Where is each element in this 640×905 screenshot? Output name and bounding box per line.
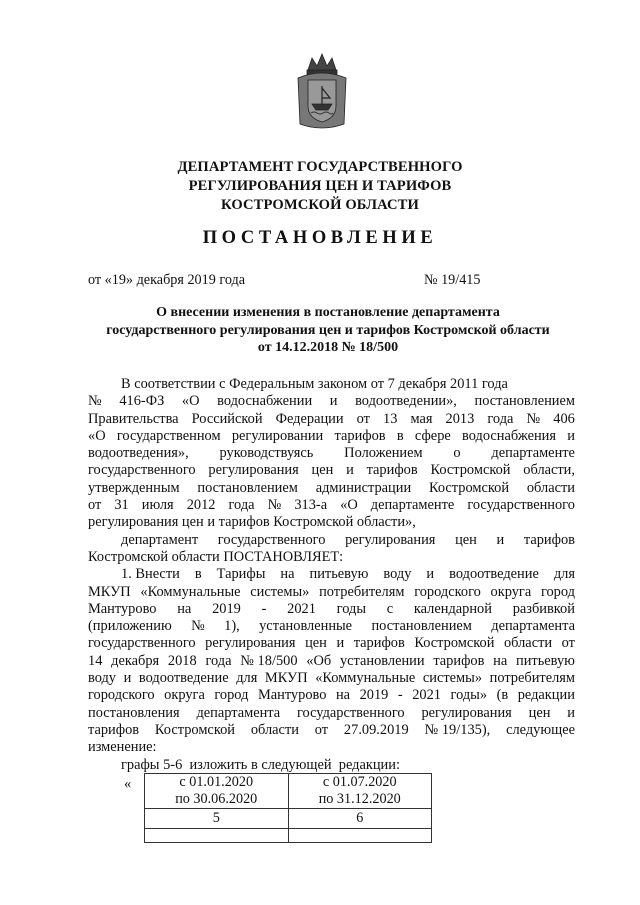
body-line bbox=[88, 514, 575, 531]
body-word: и bbox=[426, 566, 435, 583]
body-word: календарной bbox=[413, 600, 492, 617]
body-word: установленные bbox=[259, 618, 353, 635]
body-word: «Об bbox=[306, 652, 332, 669]
document-subject bbox=[80, 304, 576, 357]
body-word: и bbox=[329, 393, 338, 410]
body-word: и bbox=[567, 427, 575, 444]
body-word: изменение: bbox=[88, 739, 157, 756]
body-word: государственного bbox=[467, 497, 575, 514]
body-word: (приложению bbox=[88, 618, 172, 635]
body-word: Федерации bbox=[275, 410, 344, 427]
body-word: воду bbox=[383, 566, 412, 583]
body-word: тарифов bbox=[88, 721, 140, 738]
body-word: Костромской bbox=[414, 635, 495, 652]
body-word: сфере bbox=[414, 427, 451, 444]
body-word: графы 5-6 изложить в следующей редакции: bbox=[121, 756, 400, 773]
body-word: мая bbox=[410, 410, 433, 427]
body-line bbox=[88, 635, 575, 652]
body-word: цен bbox=[305, 635, 327, 652]
body-word: питьевую bbox=[516, 652, 575, 669]
column-5-value bbox=[145, 829, 289, 843]
body-word: № 19/135), bbox=[424, 721, 491, 738]
body-word: годы bbox=[336, 600, 366, 617]
body-word: государственного bbox=[88, 635, 196, 652]
body-word: № bbox=[191, 618, 205, 635]
body-word: от bbox=[314, 721, 329, 738]
organization-name bbox=[0, 158, 640, 215]
body-line bbox=[88, 445, 575, 462]
body-word: на bbox=[280, 566, 295, 583]
body-word: Костромской bbox=[154, 721, 235, 738]
body-word: 313-а bbox=[294, 497, 328, 514]
body-word: Мантурово bbox=[88, 600, 157, 617]
body-word: департаменте bbox=[370, 497, 455, 514]
body-word: для bbox=[236, 670, 258, 687]
body-word: городского bbox=[88, 687, 155, 704]
body-word: постановлением bbox=[197, 479, 298, 496]
body-word: Костромской bbox=[430, 462, 511, 479]
body-word: государственного bbox=[296, 704, 405, 721]
body-word: регулирования bbox=[345, 531, 436, 548]
body-word: № bbox=[88, 393, 102, 410]
body-word: округа bbox=[164, 687, 205, 704]
body-word: тарифов bbox=[366, 462, 418, 479]
body-word: Костромской bbox=[428, 479, 510, 496]
subject-line-2: государственного регулирования цен и тарифов Костромской области bbox=[106, 322, 550, 338]
body-word: регулировании bbox=[231, 427, 324, 444]
column-5-to: по 30.06.2020 bbox=[175, 791, 258, 807]
opening-quote-mark: « bbox=[124, 776, 132, 792]
body-line bbox=[88, 757, 575, 774]
body-word: и bbox=[496, 531, 505, 548]
body-word: (в bbox=[496, 687, 509, 704]
body-word: «О bbox=[88, 427, 106, 444]
body-word: администрации bbox=[315, 479, 412, 496]
body-word: Правительства bbox=[88, 410, 179, 427]
body-word: водоснабжении bbox=[217, 393, 313, 410]
body-word: город bbox=[214, 687, 249, 704]
body-word: «О bbox=[340, 497, 358, 514]
column-6-value bbox=[288, 829, 432, 843]
body-word: 416-ФЗ bbox=[119, 393, 165, 410]
body-word: и bbox=[346, 462, 354, 479]
body-word: декабря bbox=[111, 652, 160, 669]
body-line bbox=[88, 549, 575, 566]
document-date: от «19» декабря 2019 года bbox=[88, 272, 246, 288]
body-word: 1), bbox=[224, 618, 240, 635]
body-word: 1. Внести bbox=[121, 566, 180, 583]
body-line bbox=[88, 376, 575, 393]
body-line bbox=[88, 722, 575, 739]
body-word: о bbox=[453, 445, 461, 462]
body-word: в bbox=[396, 427, 404, 444]
body-word: цен bbox=[528, 704, 551, 721]
body-word: воду bbox=[88, 670, 116, 687]
body-word: - bbox=[261, 600, 267, 617]
column-6-number: 6 bbox=[288, 809, 432, 829]
body-word: и bbox=[123, 670, 132, 687]
body-word: от bbox=[88, 497, 102, 514]
column-5-header bbox=[145, 774, 289, 809]
body-word: регулирования цен и тарифов Костромской области», bbox=[88, 514, 416, 531]
body-word: водоотведения», bbox=[88, 445, 189, 462]
body-word: 406 bbox=[553, 410, 575, 427]
body-word: следующее bbox=[506, 721, 575, 738]
column-5-number: 5 bbox=[145, 809, 289, 829]
body-word: цен bbox=[455, 531, 477, 548]
body-word: Тарифы bbox=[216, 566, 266, 583]
body-word: от bbox=[561, 635, 575, 652]
body-line bbox=[88, 393, 575, 410]
document-type-title: ПОСТАНОВЛЕНИЕ bbox=[202, 228, 438, 248]
body-word: регулирования bbox=[205, 635, 296, 652]
body-word: № bbox=[267, 497, 282, 514]
body-word: водоотведение bbox=[138, 670, 229, 687]
body-word: город bbox=[540, 583, 575, 600]
body-word: разбивкой bbox=[512, 600, 575, 617]
body-word: на bbox=[335, 687, 351, 704]
body-word: и bbox=[567, 704, 575, 721]
subject-line-3: от 14.12.2018 № 18/500 bbox=[257, 340, 399, 356]
body-word: года bbox=[487, 410, 514, 427]
body-word: системы» bbox=[422, 670, 483, 687]
body-word: потребителям bbox=[489, 670, 575, 687]
body-word: цен bbox=[311, 462, 334, 479]
body-word: редакции bbox=[517, 687, 575, 704]
org-line-1: ДЕПАРТАМЕНТ ГОСУДАРСТВЕННОГО bbox=[177, 159, 463, 175]
body-word: 2019 bbox=[212, 600, 241, 617]
body-word: июля bbox=[141, 497, 174, 514]
body-word: «О bbox=[181, 393, 200, 410]
body-word: системы» bbox=[250, 583, 310, 600]
body-word: постановлением bbox=[371, 618, 472, 635]
body-word: утвержденным bbox=[88, 479, 180, 496]
coat-of-arms-icon bbox=[294, 52, 350, 134]
body-word: государственного bbox=[217, 531, 326, 548]
body-word: и bbox=[336, 635, 345, 652]
body-line bbox=[88, 480, 575, 497]
body-word: области bbox=[526, 479, 575, 496]
body-word: 2019 bbox=[359, 687, 389, 704]
column-5-from: с 01.01.2020 bbox=[179, 774, 254, 790]
body-word: регулирования bbox=[208, 462, 299, 479]
column-6-to: по 31.12.2020 bbox=[318, 791, 401, 807]
body-word: 2021 bbox=[287, 600, 316, 617]
body-word: тарифов bbox=[523, 531, 575, 548]
body-line bbox=[88, 739, 575, 756]
body-word: Российской bbox=[191, 410, 263, 427]
body-line bbox=[88, 497, 575, 514]
body-word: № bbox=[526, 410, 541, 427]
body-word: 2018 bbox=[167, 652, 197, 669]
body-word: тарифов bbox=[353, 635, 405, 652]
body-line bbox=[88, 653, 575, 670]
body-word: от bbox=[356, 410, 370, 427]
body-word: на bbox=[493, 652, 508, 669]
body-word: МКУП bbox=[264, 670, 308, 687]
body-line bbox=[88, 462, 575, 479]
body-line bbox=[88, 566, 575, 583]
document-body bbox=[88, 376, 575, 774]
tariff-columns-table bbox=[144, 773, 432, 843]
body-word: годы» bbox=[450, 687, 488, 704]
body-word: потребителям bbox=[319, 583, 405, 600]
body-word: года bbox=[205, 652, 232, 669]
org-line-3: КОСТРОМСКОЙ ОБЛАСТИ bbox=[221, 197, 419, 213]
body-word: установлении bbox=[339, 652, 425, 669]
body-word: на bbox=[177, 600, 192, 617]
body-word: «Коммунальные bbox=[140, 583, 241, 600]
body-word: департамента bbox=[196, 704, 281, 721]
body-word: Костромской области ПОСТАНОВЛЯЕТ: bbox=[88, 548, 344, 565]
body-line bbox=[88, 601, 575, 618]
body-word: 31 bbox=[114, 497, 129, 514]
body-word: Мантурово bbox=[257, 687, 327, 704]
body-word: для bbox=[553, 566, 575, 583]
body-word: 2021 bbox=[412, 687, 441, 704]
body-line bbox=[88, 411, 575, 428]
body-word: водоотведение bbox=[449, 566, 539, 583]
body-word: 2012 bbox=[186, 497, 216, 514]
body-word: года bbox=[228, 497, 255, 514]
document-number: № 19/415 bbox=[424, 272, 481, 288]
body-word: 2013 bbox=[445, 410, 475, 427]
body-word: департамента bbox=[491, 618, 575, 635]
body-line bbox=[88, 705, 575, 722]
body-word: государственном bbox=[116, 427, 221, 444]
body-word: 13 bbox=[383, 410, 398, 427]
body-word: области bbox=[503, 635, 553, 652]
body-line bbox=[88, 532, 575, 549]
body-word: департамент bbox=[121, 531, 199, 548]
org-line-2: РЕГУЛИРОВАНИЯ ЦЕН И ТАРИФОВ bbox=[188, 178, 452, 194]
body-word: - bbox=[397, 687, 403, 704]
body-word: регулирования bbox=[421, 704, 512, 721]
body-word: тарифов bbox=[334, 427, 386, 444]
body-line bbox=[88, 618, 575, 635]
body-word: округа bbox=[490, 583, 532, 600]
body-word: с bbox=[386, 600, 394, 617]
body-word: «Коммунальные bbox=[315, 670, 416, 687]
body-word: области, bbox=[523, 462, 575, 479]
body-word: области bbox=[250, 721, 299, 738]
body-word: руководствуясь bbox=[219, 445, 314, 462]
body-line bbox=[88, 687, 575, 704]
body-line bbox=[88, 670, 575, 687]
body-line bbox=[88, 584, 575, 601]
body-word: в bbox=[194, 566, 202, 583]
body-word: № 18/500 bbox=[240, 652, 298, 669]
body-word: МКУП bbox=[88, 583, 131, 600]
body-word: тарифов bbox=[433, 652, 485, 669]
body-word: питьевую bbox=[309, 566, 369, 583]
body-word: постановления bbox=[88, 704, 180, 721]
body-word: постановлением bbox=[474, 393, 575, 410]
column-6-header bbox=[288, 774, 432, 809]
body-word: Положением bbox=[344, 445, 423, 462]
body-word: водоотведении», bbox=[355, 393, 457, 410]
body-word: 27.09.2019 bbox=[343, 721, 409, 738]
body-word: 14 bbox=[88, 652, 103, 669]
body-word: департаменте bbox=[491, 445, 575, 462]
subject-line-1: О внесении изменения в постановление департамента bbox=[156, 305, 500, 320]
body-word: В соответствии с Федеральным законом от 7 декабря 2011 года bbox=[121, 376, 508, 392]
body-word: водоснабжения bbox=[462, 427, 557, 444]
column-6-from: с 01.07.2020 bbox=[322, 774, 397, 790]
body-word: городского bbox=[414, 583, 481, 600]
body-word: государственного bbox=[88, 462, 196, 479]
body-line bbox=[88, 428, 575, 445]
